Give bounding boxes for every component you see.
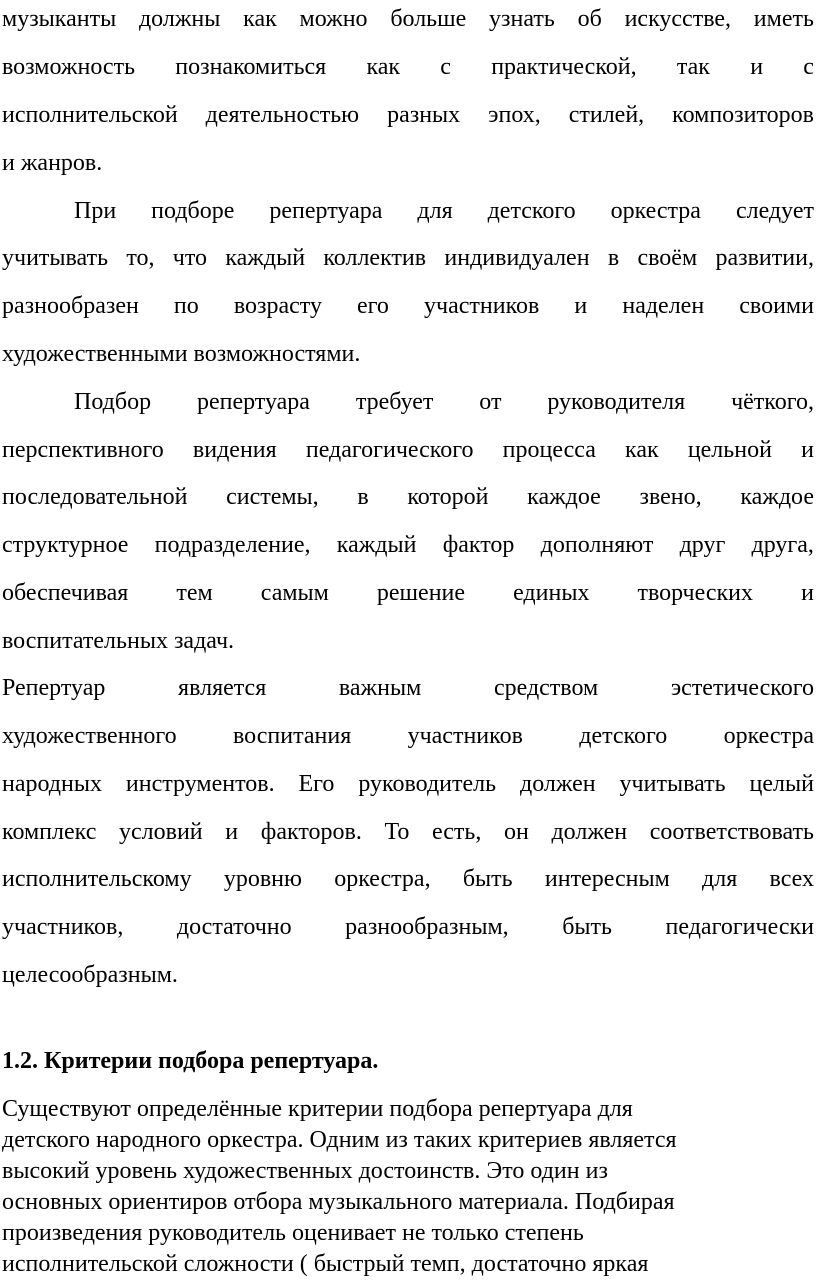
section-heading: 1.2. Критерии подбора репертуара. — [2, 1048, 379, 1074]
word: то, — [126, 245, 155, 271]
word: педагогического — [305, 437, 474, 463]
word: в — [607, 245, 620, 271]
text-line: исполнительской сложности ( быстрый темп, достаточно яркая — [2, 1251, 649, 1277]
word: требует — [355, 389, 434, 415]
word: фактор — [442, 532, 515, 558]
word: каждое — [740, 484, 814, 510]
text-line: воспитательных задач. — [2, 628, 235, 654]
word: оркестра — [610, 198, 701, 224]
word: народных — [2, 771, 102, 797]
word: каждое — [527, 484, 601, 510]
text-line — [2, 530, 814, 560]
word: и — [801, 580, 814, 606]
word: средством — [493, 675, 599, 701]
word: иметь — [753, 6, 814, 32]
word: целый — [749, 771, 814, 797]
word: При — [74, 198, 117, 224]
word: интересным — [544, 866, 670, 892]
word: репертуара — [269, 198, 383, 224]
word: соответствовать — [649, 819, 814, 845]
word: звено, — [639, 484, 702, 510]
text-line — [2, 721, 814, 751]
word: Его — [298, 771, 335, 797]
text-line — [2, 482, 814, 512]
word: должен — [551, 819, 628, 845]
word: познакомиться — [175, 54, 327, 80]
word: разнообразным, — [345, 914, 509, 940]
word: процесса — [502, 437, 596, 463]
word: и — [225, 819, 239, 845]
word: тем — [176, 580, 213, 606]
word: от — [479, 389, 502, 415]
text-line — [2, 817, 814, 847]
word: быть — [462, 866, 513, 892]
word: исполнительской — [2, 102, 178, 128]
word: всех — [769, 866, 814, 892]
text-line — [2, 291, 814, 321]
text-line — [2, 578, 814, 608]
word: он — [503, 819, 529, 845]
text-line — [2, 769, 814, 799]
word: так — [676, 54, 710, 80]
text-line — [2, 100, 814, 130]
word: структурное — [2, 532, 129, 558]
word: друга, — [751, 532, 814, 558]
text-line: высокий уровень художественных достоинств. Это один из — [2, 1158, 608, 1184]
text-line — [2, 435, 814, 465]
word: оркестра — [723, 723, 814, 749]
word: узнать — [489, 6, 555, 32]
text-line — [2, 912, 814, 942]
word: деятельностью — [205, 102, 360, 128]
word: практической, — [491, 54, 637, 80]
word: развитии, — [715, 245, 814, 271]
word: коллектив — [323, 245, 427, 271]
word: разных — [387, 102, 461, 128]
word: Репертуар — [2, 675, 106, 701]
word: участников — [424, 293, 540, 319]
word: и — [574, 293, 588, 319]
word: должен — [519, 771, 596, 797]
text-line — [2, 243, 814, 273]
word: своём — [637, 245, 698, 271]
word: должны — [138, 6, 221, 32]
word: с — [440, 54, 451, 80]
word: и — [801, 437, 814, 463]
word: обеспечивая — [2, 580, 129, 606]
word: творческих — [637, 580, 754, 606]
word: можно — [299, 6, 368, 32]
word: исполнительскому — [2, 866, 192, 892]
word: есть, — [431, 819, 482, 845]
text-line — [2, 52, 814, 82]
word: учитывать — [619, 771, 726, 797]
word: самым — [260, 580, 329, 606]
text-line: художественными возможностями. — [2, 341, 361, 367]
word: которой — [407, 484, 489, 510]
word: дополняют — [540, 532, 654, 558]
word: следует — [735, 198, 814, 224]
word: репертуара — [196, 389, 310, 415]
word: эпох, — [488, 102, 541, 128]
word: наделен — [622, 293, 705, 319]
text-line — [2, 673, 814, 703]
word: об — [577, 6, 602, 32]
word: перспективного — [2, 437, 164, 463]
text-line: детского народного оркестра. Одним из таких критериев является — [2, 1127, 677, 1153]
word: последовательной — [2, 484, 188, 510]
word: руководителя — [547, 389, 686, 415]
word: с — [803, 54, 814, 80]
word: цельной — [687, 437, 772, 463]
word: больше — [390, 6, 467, 32]
word: видения — [192, 437, 277, 463]
word: участников, — [2, 914, 124, 940]
word: чёткого, — [731, 389, 814, 415]
word: системы, — [226, 484, 319, 510]
text-line: целесообразным. — [2, 962, 178, 988]
text-line — [74, 196, 814, 226]
text-line — [74, 387, 814, 417]
word: композиторов — [672, 102, 814, 128]
text-line — [2, 864, 814, 894]
word: художественного — [2, 723, 177, 749]
word: индивидуален — [444, 245, 590, 271]
word: учитывать — [2, 245, 109, 271]
word: друг — [679, 532, 726, 558]
word: педагогически — [665, 914, 814, 940]
word: воспитания — [232, 723, 352, 749]
word: единых — [513, 580, 590, 606]
word: комплекс — [2, 819, 97, 845]
word: как — [625, 437, 659, 463]
word: условий — [119, 819, 203, 845]
word: возможность — [2, 54, 136, 80]
word: что — [172, 245, 208, 271]
word: руководитель — [358, 771, 497, 797]
word: детского — [579, 723, 668, 749]
word: каждый — [225, 245, 306, 271]
word: оркестра, — [334, 866, 431, 892]
word: участников — [407, 723, 523, 749]
word: эстетического — [670, 675, 814, 701]
word: как — [243, 6, 277, 32]
word: в — [357, 484, 369, 510]
word: достаточно — [176, 914, 292, 940]
word: и — [750, 54, 764, 80]
word: является — [178, 675, 267, 701]
text-line — [2, 4, 814, 34]
word: каждый — [336, 532, 417, 558]
text-line: произведения руководитель оценивает не только степень — [2, 1220, 584, 1246]
word: искусстве, — [624, 6, 732, 32]
text-line: и жанров. — [2, 150, 103, 176]
text-line: основных ориентиров отбора музыкального материала. Подбирая — [2, 1189, 675, 1215]
word: по — [173, 293, 199, 319]
text-line: Существуют определённые критерии подбора репертуара для — [2, 1096, 633, 1122]
word: Подбор — [74, 389, 152, 415]
word: как — [366, 54, 401, 80]
word: инструментов. — [125, 771, 275, 797]
word: возрасту — [233, 293, 322, 319]
word: для — [702, 866, 738, 892]
word: для — [417, 198, 453, 224]
word: подразделение, — [154, 532, 311, 558]
word: То — [384, 819, 410, 845]
word: стилей, — [568, 102, 645, 128]
word: разнообразен — [2, 293, 139, 319]
word: быть — [562, 914, 612, 940]
word: его — [357, 293, 389, 319]
word: детского — [487, 198, 576, 224]
word: уровню — [223, 866, 302, 892]
word: решение — [376, 580, 466, 606]
word: факторов. — [260, 819, 362, 845]
word: своими — [739, 293, 814, 319]
word: подборе — [151, 198, 235, 224]
word: важным — [338, 675, 422, 701]
word: музыканты — [2, 6, 117, 32]
